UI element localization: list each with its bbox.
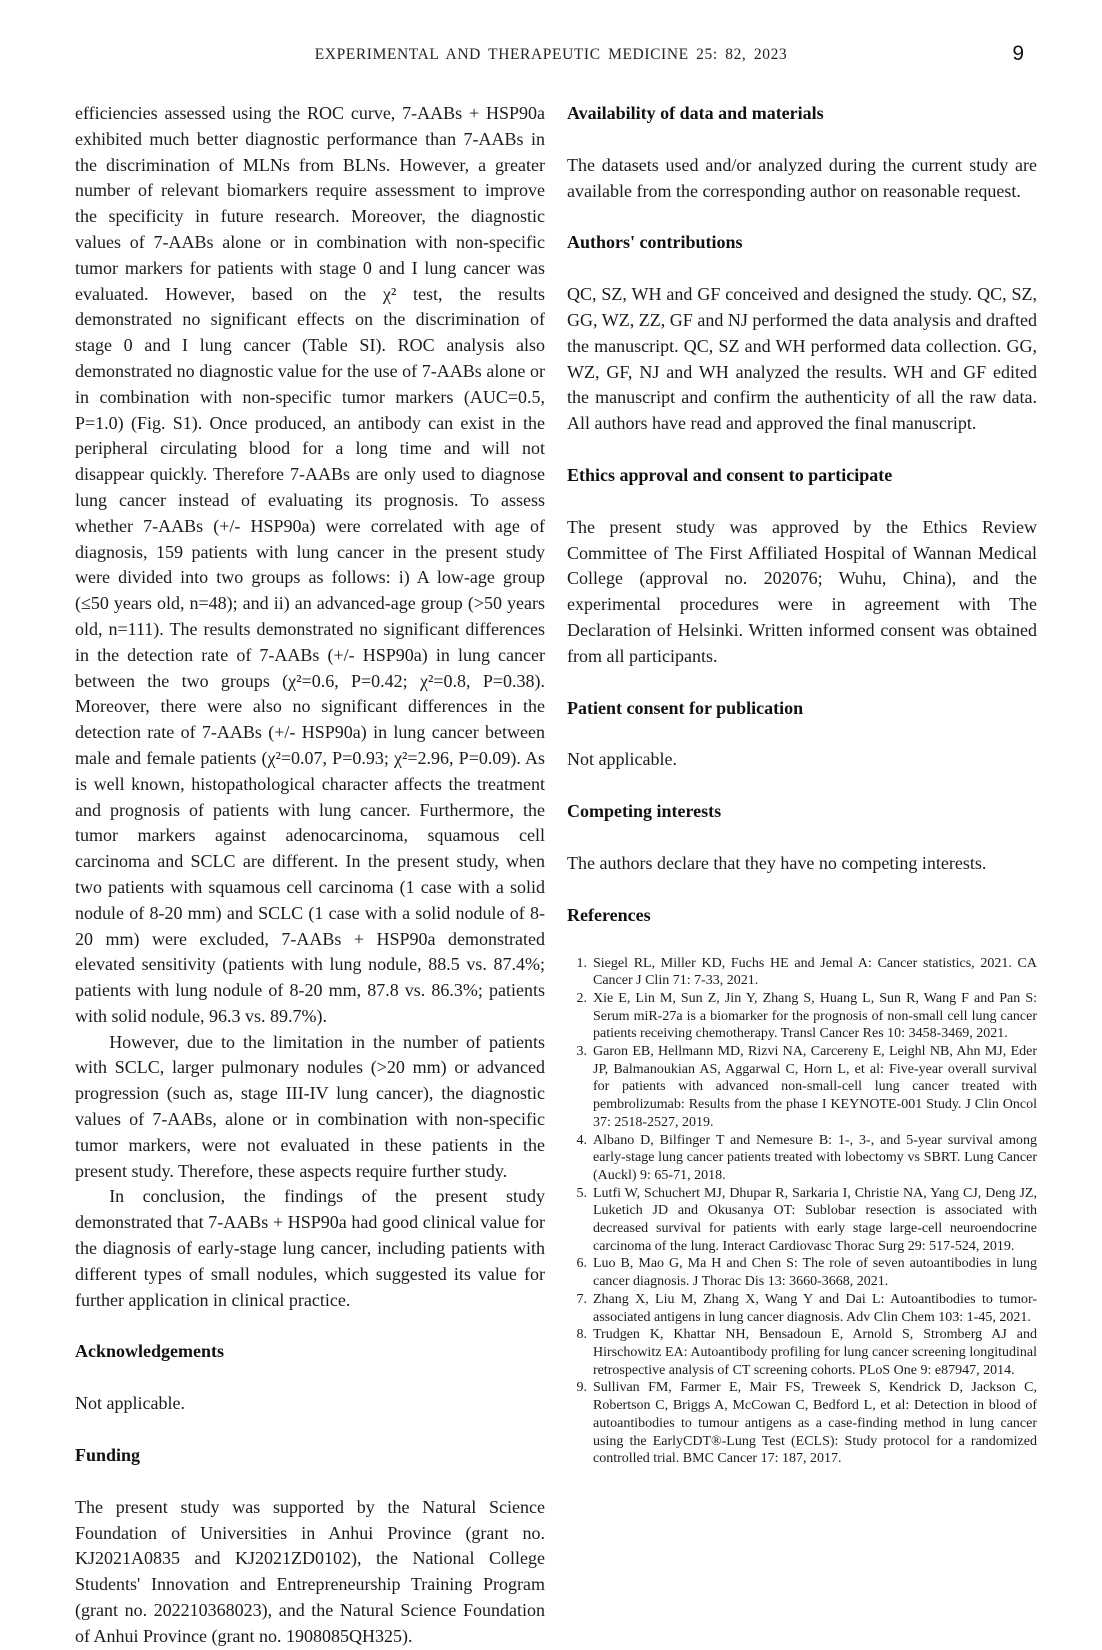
- acknowledgements-heading: Acknowledgements: [75, 1341, 224, 1362]
- competing-interests-body: The authors declare that they have no competing interests.: [567, 852, 987, 873]
- reference-item: [567, 1291, 1037, 1326]
- funding-heading: Funding: [75, 1445, 141, 1466]
- reference-item: [567, 1326, 1037, 1379]
- journal-running-head: EXPERIMENTAL AND THERAPEUTIC MEDICINE 25: 82, 2023: [314, 46, 788, 63]
- reference-number: 7.: [576, 1291, 587, 1307]
- acknowledgements-body: Not applicable.: [75, 1393, 185, 1414]
- reference-item: [567, 1185, 1037, 1256]
- right-column: [567, 101, 1037, 1650]
- ethics-approval-heading: Ethics approval and consent to participate: [567, 464, 893, 485]
- reference-text: Trudgen K, Khattar NH, Bensadoun E, Arnold S, Stromberg AJ and Hirschowitz EA: Autoantibody profiling for lung cancer screening longitudinal retrospective analysis of CT screening cohorts. PLoS One 9: e87947, 2014.: [593, 1327, 1037, 1378]
- authors-contributions-body: QC, SZ, WH and GF conceived and designed the study. QC, SZ, GG, WZ, ZZ, GF and NJ performed the data analysis and drafted the manuscript. QC, SZ and WH performed data collection. GG, WZ, GF, NJ and WH analyzed the results. WH and GF edited the manuscript and confirm the authenticity of all the raw data. All authors have read and approved the final manuscript.: [567, 284, 1037, 434]
- reference-number: 8.: [576, 1327, 587, 1343]
- reference-item: [567, 990, 1037, 1043]
- availability-heading: Availability of data and materials: [567, 103, 824, 123]
- reference-text: Siegel RL, Miller KD, Fuchs HE and Jemal A: Cancer statistics, 2021. CA Cancer J Clin 71: 7-33, 2021.: [593, 955, 1037, 989]
- left-column: [75, 101, 545, 1650]
- patient-consent-heading: Patient consent for publication: [567, 697, 804, 718]
- patient-consent-body: Not applicable.: [567, 749, 677, 770]
- reference-item: [567, 1379, 1037, 1468]
- reference-number: 5.: [576, 1185, 587, 1201]
- funding-body: The present study was supported by the Natural Science Foundation of Universities in Anhui Province (grant no. KJ2021A0835 and KJ2021ZD0102), the National College Students' Innovation and Entrepreneurship Training Program (grant no. 202210368023), and the Natural Science Foundation of Anhui Province (grant no. 1908085QH325).: [75, 1496, 545, 1646]
- reference-text: Sullivan FM, Farmer E, Mair FS, Treweek S, Kendrick D, Jackson C, Robertson C, Briggs A, McCowan C, Bedford L, et al: Detection in blood of autoantibodies to tumour antigens as a case-finding method in lung cancer using the EarlyCDT®-Lung Test (ECLS): Study protocol for a randomized controlled trial. BMC Cancer 17: 187, 2017.: [593, 1380, 1037, 1467]
- reference-item: [567, 1255, 1037, 1290]
- reference-text: Albano D, Bilfinger T and Nemesure B: 1-, 3-, and 5-year survival among early-stage lung cancer patients treated with lobectomy vs SBRT. Lung Cancer (Auckl) 9: 65-71, 2018.: [593, 1132, 1037, 1183]
- reference-number: 6.: [576, 1256, 587, 1272]
- reference-number: 2.: [576, 990, 587, 1006]
- reference-number: 9.: [576, 1380, 587, 1396]
- reference-number: 3.: [576, 1044, 587, 1060]
- competing-interests-heading: Competing interests: [567, 801, 722, 822]
- reference-number: 4.: [576, 1132, 587, 1148]
- reference-text: Luo B, Mao G, Ma H and Chen S: The role of seven autoantibodies in lung cancer diagnosis. J Thorac Dis 13: 3660-3668, 2021.: [593, 1256, 1037, 1290]
- discussion-paragraph-3: In conclusion, the findings of the present study demonstrated that 7-AABs + HSP90a had good clinical value for the diagnosis of early-stage lung cancer, including patients with different types of small nodules, which suggested its value for further application in clinical practice.: [75, 1186, 545, 1310]
- reference-number: 1.: [576, 955, 587, 971]
- ethics-approval-body: The present study was approved by the Ethics Review Committee of The First Affiliated Hospital of Wannan Medical College (approval no. 202076; Wuhu, China), and the experimental procedures were in agreement with The Declaration of Helsinki. Written informed consent was obtained from all participants.: [567, 516, 1037, 666]
- two-column-layout: [75, 101, 1037, 1650]
- availability-body: The datasets used and/or analyzed during the current study are available from the corresponding author on reasonable request.: [567, 154, 1037, 201]
- reference-text: Garon EB, Hellmann MD, Rizvi NA, Carcereny E, Leighl NB, Ahn MJ, Eder JP, Balmanoukian AS, Aggarwal C, Horn L, et al: Five-year overall survival for patients with advanced non-small-cell lung cancer treated with pembrolizumab: Results from the phase I KEYNOTE-001 Study. J Clin Oncol 37: 2518-2527, 2019.: [593, 1044, 1037, 1130]
- authors-contributions-heading: Authors' contributions: [567, 232, 743, 253]
- reference-list: [567, 955, 1037, 1468]
- discussion-paragraph-2: However, due to the limitation in the number of patients with SCLC, larger pulmonary nodules (>20 mm) or advanced progression (such as, stage III-IV lung cancer), the diagnostic values of 7-AABs, alone or in combination with non-specific tumor markers, were not evaluated in these patients in the present study. Therefore, these aspects require further study.: [75, 1031, 545, 1181]
- reference-text: Xie E, Lin M, Sun Z, Jin Y, Zhang S, Huang L, Sun R, Wang F and Pan S: Serum miR-27a is a biomarker for the prognosis of non-small cell lung cancer patients receiving chemotherapy. Transl Cancer Res 10: 3458-3469, 2021.: [593, 990, 1037, 1042]
- reference-item: [567, 1132, 1037, 1185]
- reference-text: Lutfi W, Schuchert MJ, Dhupar R, Sarkaria I, Christie NA, Yang CJ, Deng JZ, Luketich JD and Okusanya OT: Sublobar resection is associated with decreased survival for patients with early stage large-cell neuroendocrine carcinoma of the lung. Interact Cardiovasc Thorac Surg 29: 517-524, 2019.: [593, 1185, 1037, 1254]
- page-number: 9: [1012, 42, 1024, 65]
- reference-item: [567, 955, 1037, 990]
- references-heading: References: [567, 904, 651, 925]
- reference-text: Zhang X, Liu M, Zhang X, Wang Y and Dai L: Autoantibodies to tumor-associated antigens in lung cancer diagnosis. Adv Clin Chem 103: 1-45, 2021.: [593, 1291, 1037, 1325]
- reference-item: [567, 1043, 1037, 1132]
- discussion-paragraph-1: efficiencies assessed using the ROC curve, 7-AABs + HSP90a exhibited much better diagnostic performance than 7-AABs in the discrimination of MLNs from BLNs. However, a greater number of relevant biomarkers require assessment to improve the specificity in future research. Moreover, the diagnostic values of 7-AABs alone or in combination with non-specific tumor markers for patients with stage 0 and I lung cancer was evaluated. However, based on the χ² test, the results demonstrated no significant effects on the discrimination of stage 0 and I lung cancer (Table SI). ROC analysis also demonstrated no diagnostic value for the use of 7-AABs alone or in combination with non-specific tumor markers (AUC=0.5, P=1.0) (Fig. S1). Once produced, an antibody can exist in the peripheral circulating blood for a long time and will not disappear quickly. Therefore 7-AABs are only used to diagnose lung cancer instead of evaluating its prognosis. To assess whether 7-AABs (+/- HSP90a) were correlated with age of diagnosis, 159 patients with lung cancer in the present study were divided into two groups as follows: i) A low-age group (≤50 years old, n=48); and ii) an advanced-age group (>50 years old, n=111). The results demonstrated no significant differences in the detection rate of 7-AABs (+/- HSP90a) in lung cancer between the two groups (χ²=0.6, P=0.42; χ²=0.8, P=0.38). Moreover, there were also no significant differences in the detection rate of 7-AABs (+/- HSP90a) in lung cancer between male and female patients (χ²=0.07, P=0.93; χ²=2.96, P=0.09). As is well known, histopathological character affects the treatment and prognosis of patients with lung cancer. Furthermore, the tumor markers against adenocarcinoma, squamous cell carcinoma and SCLC are different. In the present study, when two patients with squamous cell carcinoma (1 case with a solid nodule of 8-20 mm) and SCLC (1 case with a solid nodule of 8-20 mm) were excluded, 7-AABs + HSP90a demonstrated elevated sensitivity (patients with lung nodule, 88.5 vs. 87.4%; patients with lung nodule of 8-20 mm, 87.8 vs. 86.3%; patients with solid nodule, 96.3 vs. 89.7%).: [75, 103, 545, 1026]
